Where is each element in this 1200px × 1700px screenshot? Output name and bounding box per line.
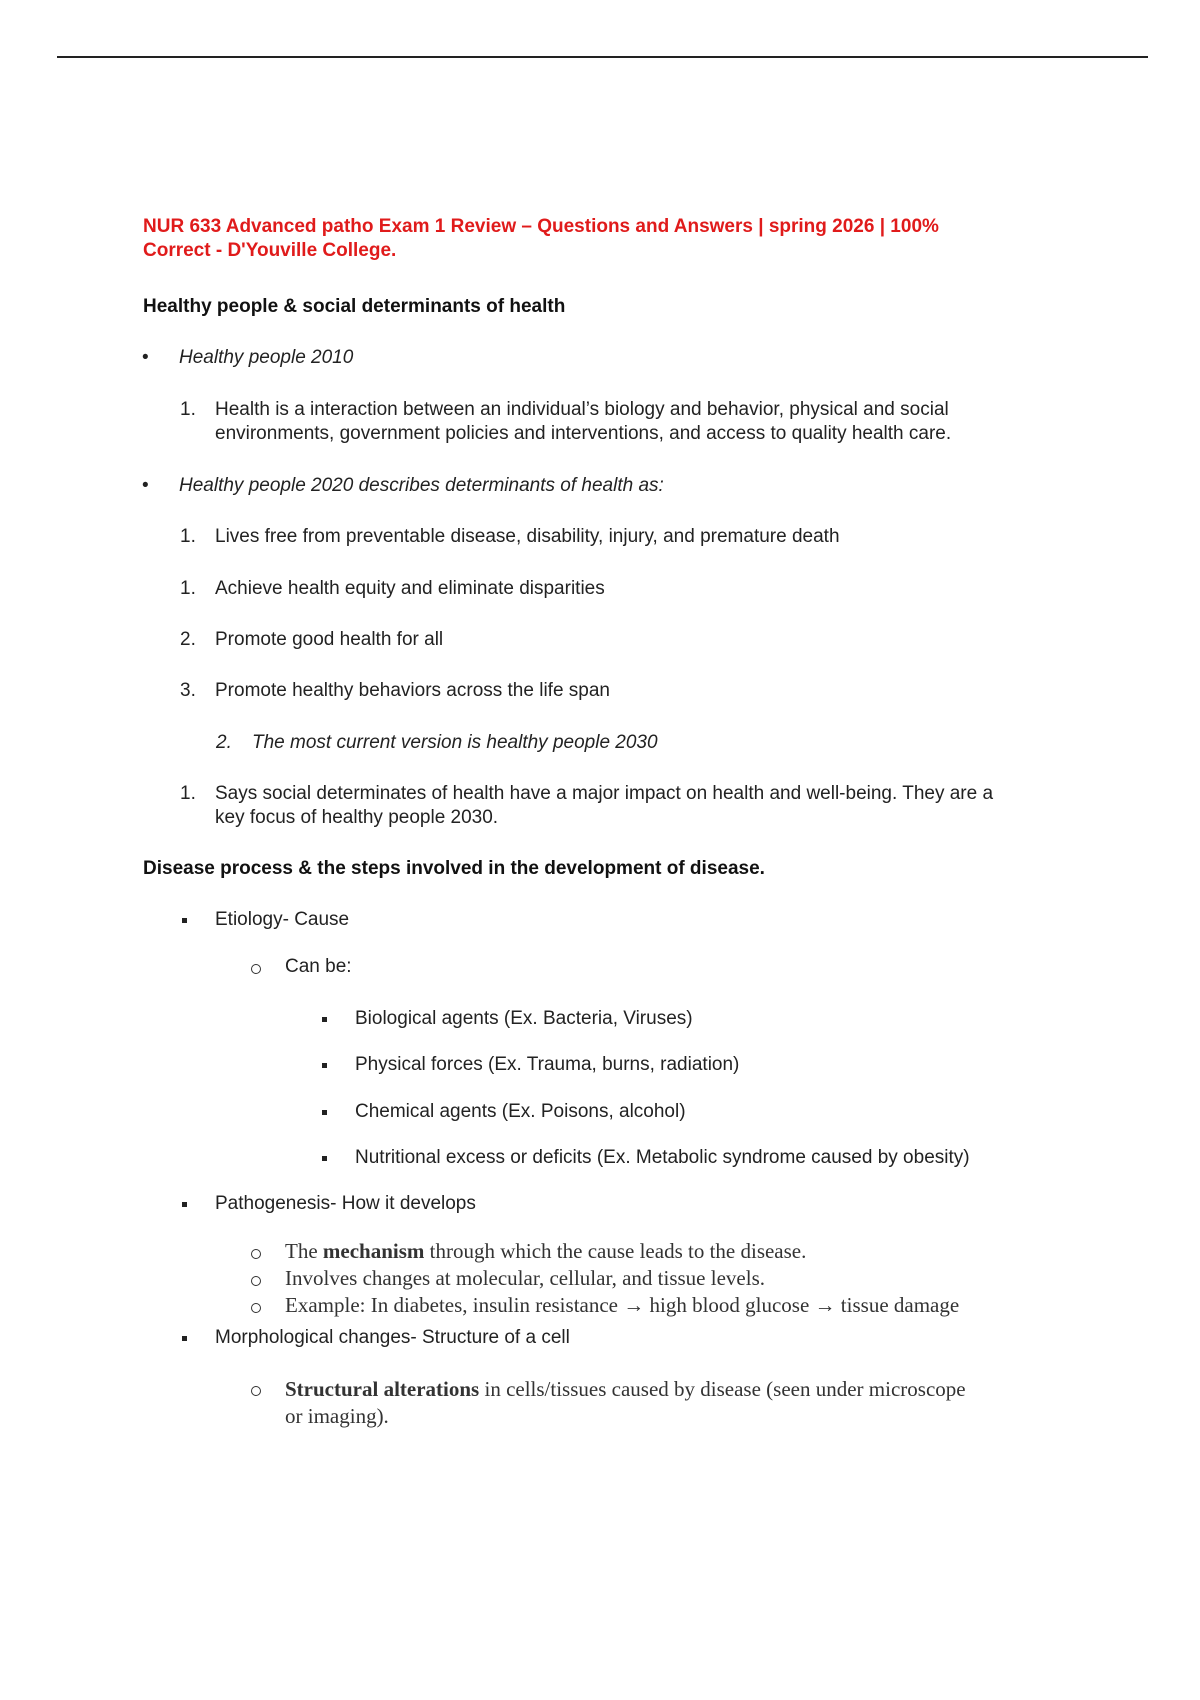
circle-bullet-icon [251, 1276, 261, 1286]
section-heading-disease-process: Disease process & the steps involved in the development of disease. [143, 858, 765, 879]
square-bullet-icon [322, 1156, 327, 1161]
bullet-dot-icon: • [142, 475, 149, 496]
list-item: 2. Promote good health for all [180, 629, 444, 650]
circle-bullet-icon [251, 1249, 261, 1259]
list-item: 1. Health is a interaction between an individual’s biology and behavior, physical and social environments, government policies and interventions, and access to quality health care. [180, 399, 952, 444]
square-bullet-icon [182, 1336, 187, 1341]
circle-bullet-icon [251, 1386, 261, 1396]
sub-list-item: 2. The most current version is healthy people 2030 [216, 732, 658, 753]
title-line-2: Correct - D'Youville College. [143, 240, 397, 261]
square-bullet-icon [182, 1202, 187, 1207]
list-item: 1. Says social determinates of health have a major impact on health and well-being. They are a key focus of healthy people 2030. [180, 783, 994, 828]
bullet-dot-icon: • [142, 347, 149, 368]
list-item: 3. Promote healthy behaviors across the life span [180, 680, 610, 701]
list-item: 1. Lives free from preventable disease, disability, injury, and premature death [180, 526, 840, 547]
square-bullet-icon [322, 1110, 327, 1115]
section-heading-healthy-people: Healthy people & social determinants of health [143, 296, 566, 317]
circle-bullet-icon [251, 964, 261, 974]
list-item: 1. Achieve health equity and eliminate disparities [180, 578, 605, 599]
circle-bullet-icon [251, 1303, 261, 1313]
square-bullet-icon [322, 1017, 327, 1022]
title-line-1: NUR 633 Advanced patho Exam 1 Review – Questions and Answers | spring 2026 | 100% [143, 216, 939, 237]
square-bullet-icon [182, 918, 187, 923]
list-item: Structural alterations in cells/tissues caused by disease (seen under microscope or imaging). [251, 1376, 1071, 1430]
square-bullet-icon [322, 1063, 327, 1068]
header-rule [57, 56, 1148, 58]
document-title [143, 215, 1043, 263]
